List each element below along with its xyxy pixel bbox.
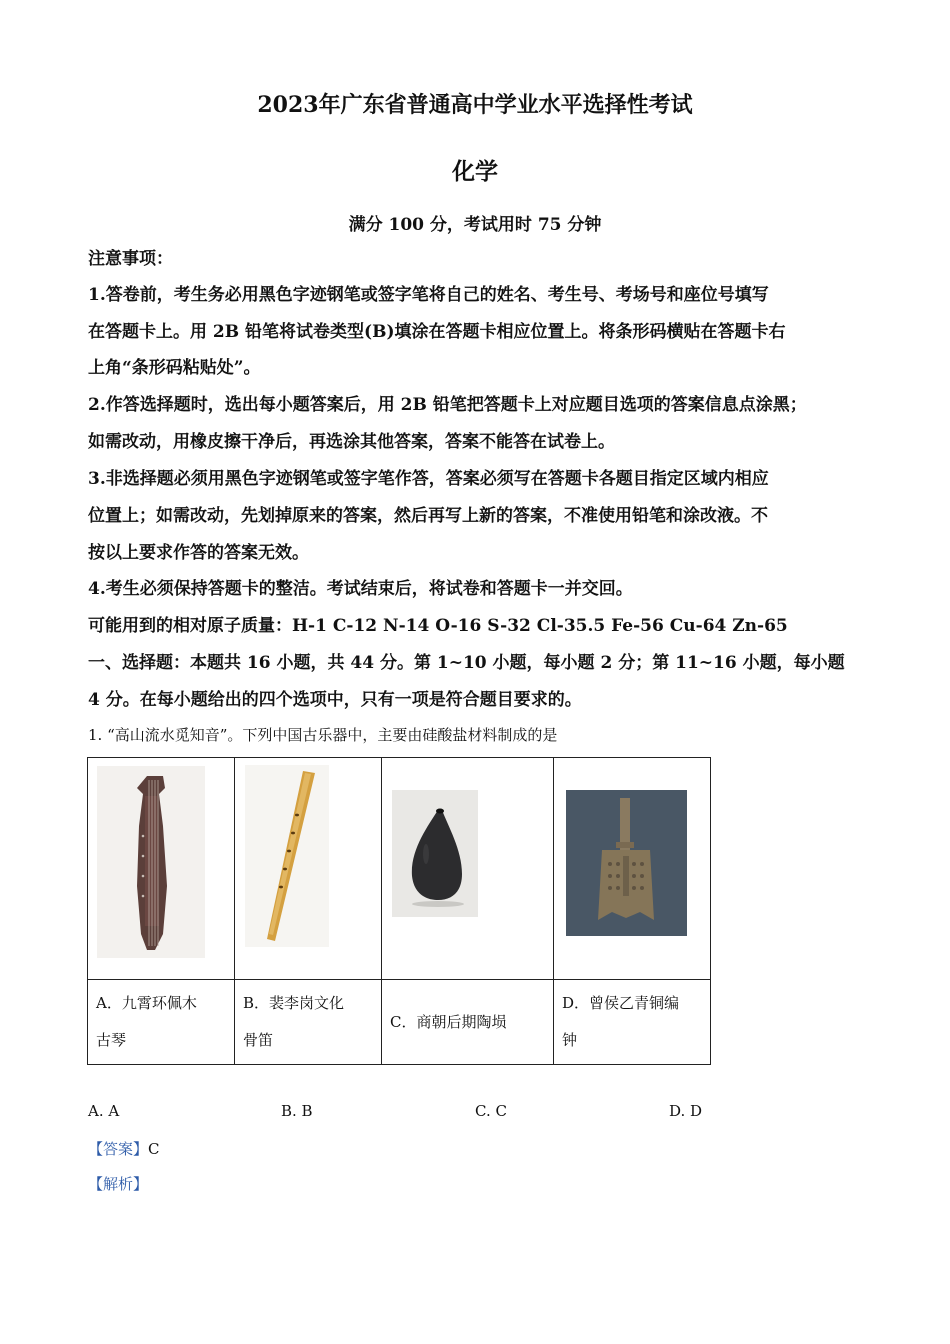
option-b-image-cell	[235, 758, 382, 980]
notice-line: 3.非选择题必须用黑色字迹钢笔或签字笔作答，答案必须写在答题卡各题目指定区域内相应	[88, 469, 769, 489]
choice-b: B. B	[281, 1102, 313, 1120]
option-b-caption-line1: B．裴李岗文化	[243, 994, 345, 1012]
section-heading-line2: 4 分。在每小题给出的四个选项中，只有一项是符合题目要求的。	[88, 690, 582, 710]
answer-label: 【答案】	[88, 1140, 149, 1158]
option-b-caption	[235, 980, 382, 1065]
notice-line: 位置上；如需改动，先划掉原来的答案，然后再写上新的答案，不准使用铅笔和涂改液。不	[88, 506, 768, 526]
answer-value: C	[148, 1140, 160, 1158]
option-a-caption	[88, 980, 235, 1065]
subject-title: 化学	[452, 158, 498, 185]
options-table	[87, 757, 711, 1065]
choice-c: C. C	[475, 1102, 507, 1120]
notice-line: 如需改动，用橡皮擦干净后，再选涂其他答案，答案不能答在试卷上。	[88, 432, 615, 452]
guqin-image	[97, 766, 205, 958]
notice-line: 2.作答选择题时，选出每小题答案后，用 2B 铅笔把答题卡上对应题目选项的答案信息点涂黑；	[88, 395, 807, 415]
option-b-caption-line2: 骨笛	[243, 1031, 274, 1049]
notice-line: 按以上要求作答的答案无效。	[88, 543, 309, 563]
option-d-image-cell	[554, 758, 711, 980]
notice-line: 1.答卷前，考生务必用黑色字迹钢笔或签字笔将自己的姓名、考生号、考场号和座位号填写	[88, 285, 769, 305]
exam-info: 满分 100 分，考试用时 75 分钟	[348, 215, 602, 235]
option-a-caption-line2: 古琴	[96, 1031, 127, 1049]
option-a-image-cell	[88, 758, 235, 980]
notice-heading: 注意事项：	[88, 249, 173, 269]
bronze-bell-image	[566, 790, 687, 936]
section-heading-line1: 一、选择题：本题共 16 小题，共 44 分。第 1~10 小题，每小题 2 分；第 11~16 小题，每小题	[88, 653, 845, 673]
option-d-caption-line1: D．曾侯乙青铜编	[562, 994, 680, 1012]
option-d-caption	[554, 980, 711, 1065]
analysis-label: 【解析】	[88, 1175, 149, 1193]
answer-line	[88, 1138, 160, 1159]
notice-line: 上角“条形码粘贴处”。	[88, 358, 261, 378]
option-c-caption-line1: C．商朝后期陶埙	[390, 1012, 507, 1031]
choice-a: A. A	[88, 1102, 120, 1120]
option-a-caption-line1: A．九霄环佩木	[96, 994, 197, 1012]
notice-line: 在答题卡上。用 2B 铅笔将试卷类型(B)填涂在答题卡相应位置上。将条形码横贴在答题卡右	[88, 322, 786, 342]
option-c-image-cell	[382, 758, 554, 980]
option-c-caption	[382, 980, 554, 1065]
option-d-caption-line2: 钟	[562, 1031, 578, 1049]
atomic-mass-line: 可能用到的相对原子质量：H-1 C-12 N-14 O-16 S-32 Cl-35.5 Fe-56 Cu-64 Zn-65	[88, 616, 788, 636]
notice-line: 4.考生必须保持答题卡的整洁。考试结束后，将试卷和答题卡一并交回。	[88, 579, 633, 599]
analysis-line	[88, 1173, 148, 1194]
choice-d: D. D	[669, 1102, 703, 1120]
bone-flute-image	[245, 765, 329, 947]
question-1-stem: 1. “高山流水觅知音”。下列中国古乐器中，主要由硅酸盐材料制成的是	[88, 726, 558, 744]
pottery-xun-image	[392, 790, 478, 917]
exam-title: 2023年广东省普通高中学业水平选择性考试	[257, 92, 693, 118]
